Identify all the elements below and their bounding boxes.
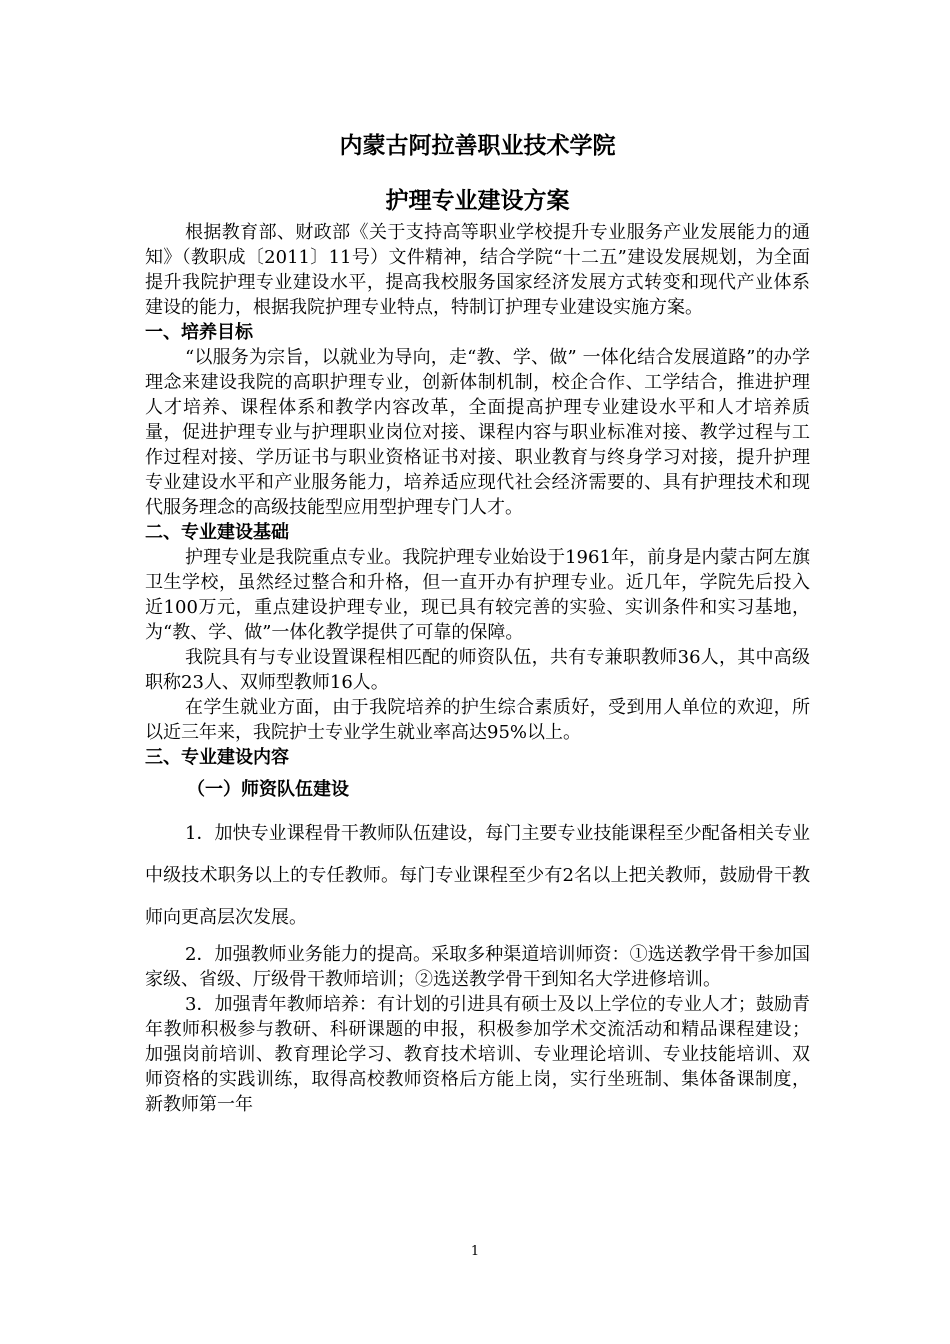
document-body: [145, 130, 810, 1117]
intro-paragraph: 根据教育部、财政部《关于支持高等职业学校提升专业服务产业发展能力的通知》（教职成〔2011〕11号）文件精神，结合学院“十二五”建设发展规划，为全面提升我院护理专业建设水平，提高我校服务国家经济发展方式转变和现代产业体系建设的能力，根据我院护理专业特点，特制订护理专业建设实施方案。: [145, 222, 810, 318]
section-heading-content: 三、专业建设内容: [145, 747, 289, 768]
section-heading-goals: 一、培养目标: [145, 322, 253, 343]
list-item-1: 1．加快专业课程骨干教师队伍建设，每门主要专业技能课程至少配备相关专业中级技术职务以上的专任教师。每门专业课程至少有2名以上把关教师，鼓励骨干教师向更高层次发展。: [145, 823, 810, 928]
section-heading-foundation: 二、专业建设基础: [145, 522, 289, 543]
subsection-heading-faculty: （一）师资队伍建设: [187, 779, 349, 800]
employment-paragraph: 在学生就业方面，由于我院培养的护生综合素质好，受到用人单位的欢迎，所以近三年来，我院护士专业学生就业率高达95%以上。: [145, 697, 810, 743]
document-subtitle: 护理专业建设方案: [385, 188, 570, 214]
list-item-2: 2．加强教师业务能力的提高。采取多种渠道培训师资：①选送教学骨干参加国家级、省级、厅级骨干教师培训；②选送教学骨干到知名大学进修培训。: [145, 944, 810, 990]
faculty-paragraph: 我院具有与专业设置课程相匹配的师资队伍，共有专兼职教师36人，其中高级职称23人、双师型教师16人。: [145, 647, 810, 693]
document-title: 内蒙古阿拉善职业技术学院: [339, 133, 616, 159]
list-item-3: 3．加强青年教师培养：有计划的引进具有硕士及以上学位的专业人才；鼓励青年教师积极参与教研、科研课题的申报，积极参加学术交流活动和精品课程建设；加强岗前培训、教育理论学习、教育技术培训、专业理论培训、专业技能培训、双师资格的实践训练，取得高校教师资格后方能上岗，实行坐班制、集体备课制度，新教师第一年: [145, 994, 810, 1115]
goals-paragraph: “以服务为宗旨，以就业为导向，走“教、学、做” 一体化结合发展道路”的办学理念来建设我院的高职护理专业，创新体制机制，校企合作、工学结合，推进护理人才培养、课程体系和教学内容改革，全面提高护理专业建设水平和人才培养质量，促进护理专业与护理职业岗位对接、课程内容与职业标准对接、教学过程与工作过程对接、学历证书与职业资格证书对接、职业教育与终身学习对接，提升护理专业建设水平和产业服务能力，培养适应现代社会经济需要的、具有护理技术和现代服务理念的高级技能型应用型护理专门人才。: [145, 347, 810, 518]
page-number: 1: [470, 1244, 480, 1259]
foundation-paragraph: 护理专业是我院重点专业。我院护理专业始设于1961年，前身是内蒙古阿左旗卫生学校，虽然经过整合和升格，但一直开办有护理专业。近几年，学院先后投入近100万元，重点建设护理专业，现已具有较完善的实验、实训条件和实习基地，为“教、学、做”一体化教学提供了可靠的保障。: [145, 547, 810, 643]
